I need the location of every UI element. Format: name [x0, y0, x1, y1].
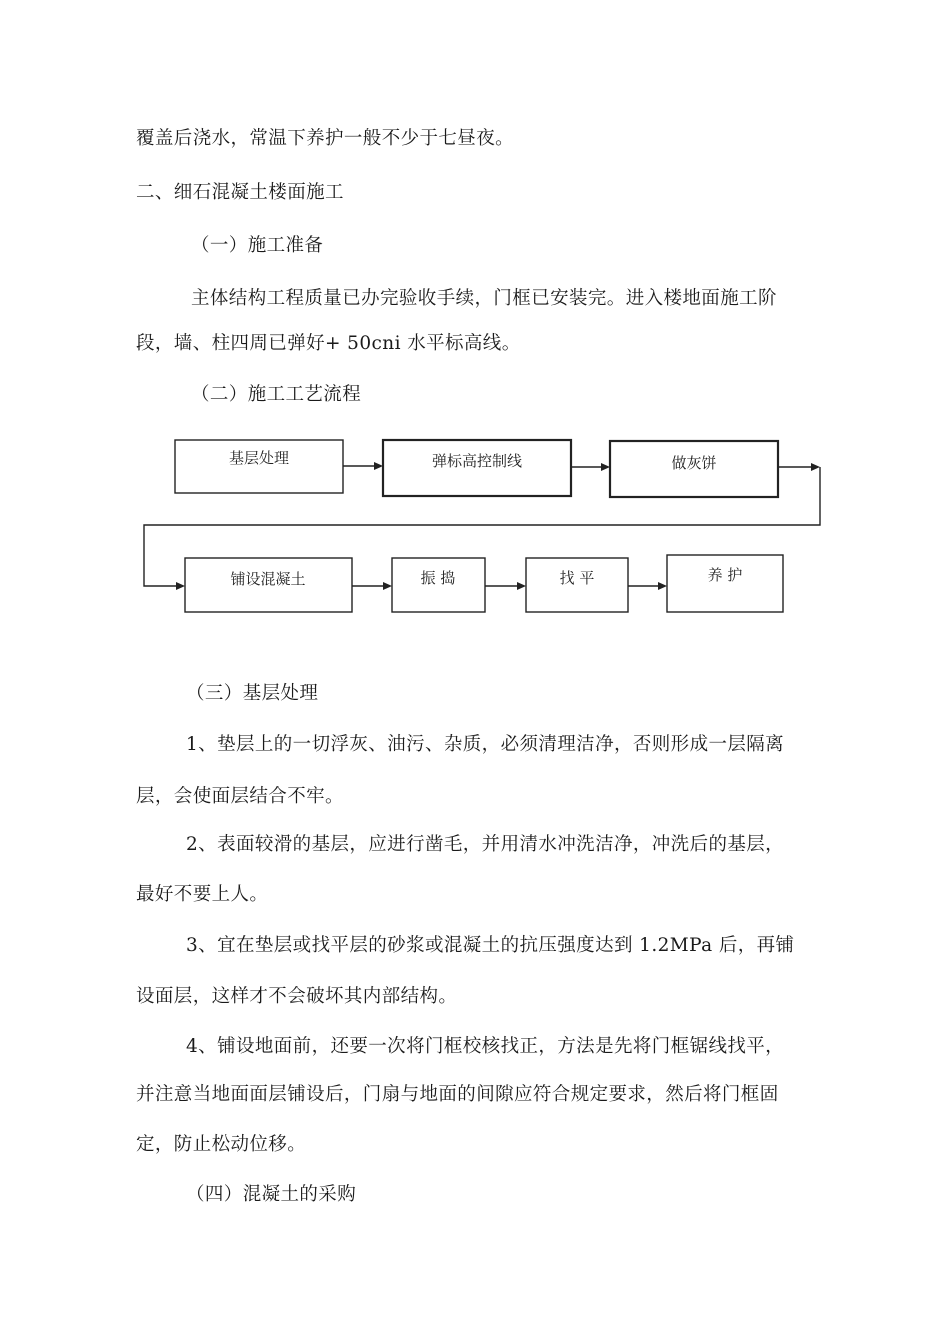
- flow-step-label: 振 捣: [420, 569, 456, 587]
- paragraph-preparation-line2: 段，墙、柱四周已弹好+ 50cni 水平标高线。: [136, 333, 521, 354]
- flow-arrow-4: [352, 582, 392, 590]
- flow-arrow-6: [628, 582, 667, 590]
- flow-step-label: 铺设混凝土: [230, 570, 306, 588]
- flow-step-cure: [667, 555, 783, 612]
- paragraph-item1-line1: 1、垫层上的一切浮灰、油污、杂质，必须清理洁净，否则形成一层隔离: [186, 734, 785, 755]
- flow-step-label: 基层处理: [228, 449, 290, 467]
- flow-arrow-2: [571, 463, 610, 471]
- paragraph-item1-line2: 层，会使面层结合不牢。: [136, 786, 344, 807]
- paragraph-item2-line2: 最好不要上人。: [136, 884, 269, 905]
- paragraph-item4-line1: 4、铺设地面前，还要一次将门框校核找正，方法是先将门框锯线找平，: [186, 1036, 785, 1057]
- flow-step-label: 做灰饼: [671, 454, 717, 472]
- flow-step-level: [526, 558, 628, 612]
- heading-fine-aggregate-concrete-floor: 二、细石混凝土楼面施工: [136, 182, 344, 203]
- flow-step-grout-cakes: [610, 441, 778, 497]
- flow-step-vibrate: [392, 558, 485, 612]
- flow-step-label: 弹标高控制线: [431, 452, 523, 470]
- flow-arrow-5: [485, 582, 526, 590]
- paragraph-curing-end: 覆盖后浇水，常温下养护一般不少于七昼夜。: [136, 128, 515, 149]
- subheading-base-treatment: （三）基层处理: [186, 683, 319, 704]
- subheading-preparation: （一）施工准备: [191, 235, 324, 256]
- process-flowchart: [0, 0, 950, 650]
- flow-arrow-3: [778, 463, 820, 471]
- subheading-process-flow: （二）施工工艺流程: [191, 384, 362, 405]
- flow-step-label: 养 护: [707, 566, 743, 584]
- paragraph-preparation-line1: 主体结构工程质量已办完验收手续，门框已安装完。进入楼地面施工阶: [191, 288, 777, 309]
- subheading-concrete-procurement: （四）混凝土的采购: [186, 1184, 357, 1205]
- flow-step-base-treatment: [175, 440, 343, 493]
- flow-step-label: 找 平: [559, 569, 595, 587]
- paragraph-item2-line1: 2、表面较滑的基层，应进行凿毛，并用清水冲洗洁净，冲洗后的基层，: [186, 834, 785, 855]
- paragraph-item4-line2: 并注意当地面面层铺设后，门扇与地面的间隙应符合规定要求，然后将门框固: [136, 1084, 779, 1105]
- paragraph-item3-line1: 3、宜在垫层或找平层的砂浆或混凝土的抗压强度达到 1.2MPa 后，再铺: [186, 935, 795, 956]
- flow-arrow-1: [343, 462, 383, 470]
- flow-step-lay-concrete: [185, 558, 352, 612]
- flow-step-elevation-line: [383, 440, 571, 496]
- paragraph-item3-line2: 设面层，这样才不会破坏其内部结构。: [136, 986, 458, 1007]
- paragraph-item4-line3: 定，防止松动位移。: [136, 1134, 307, 1155]
